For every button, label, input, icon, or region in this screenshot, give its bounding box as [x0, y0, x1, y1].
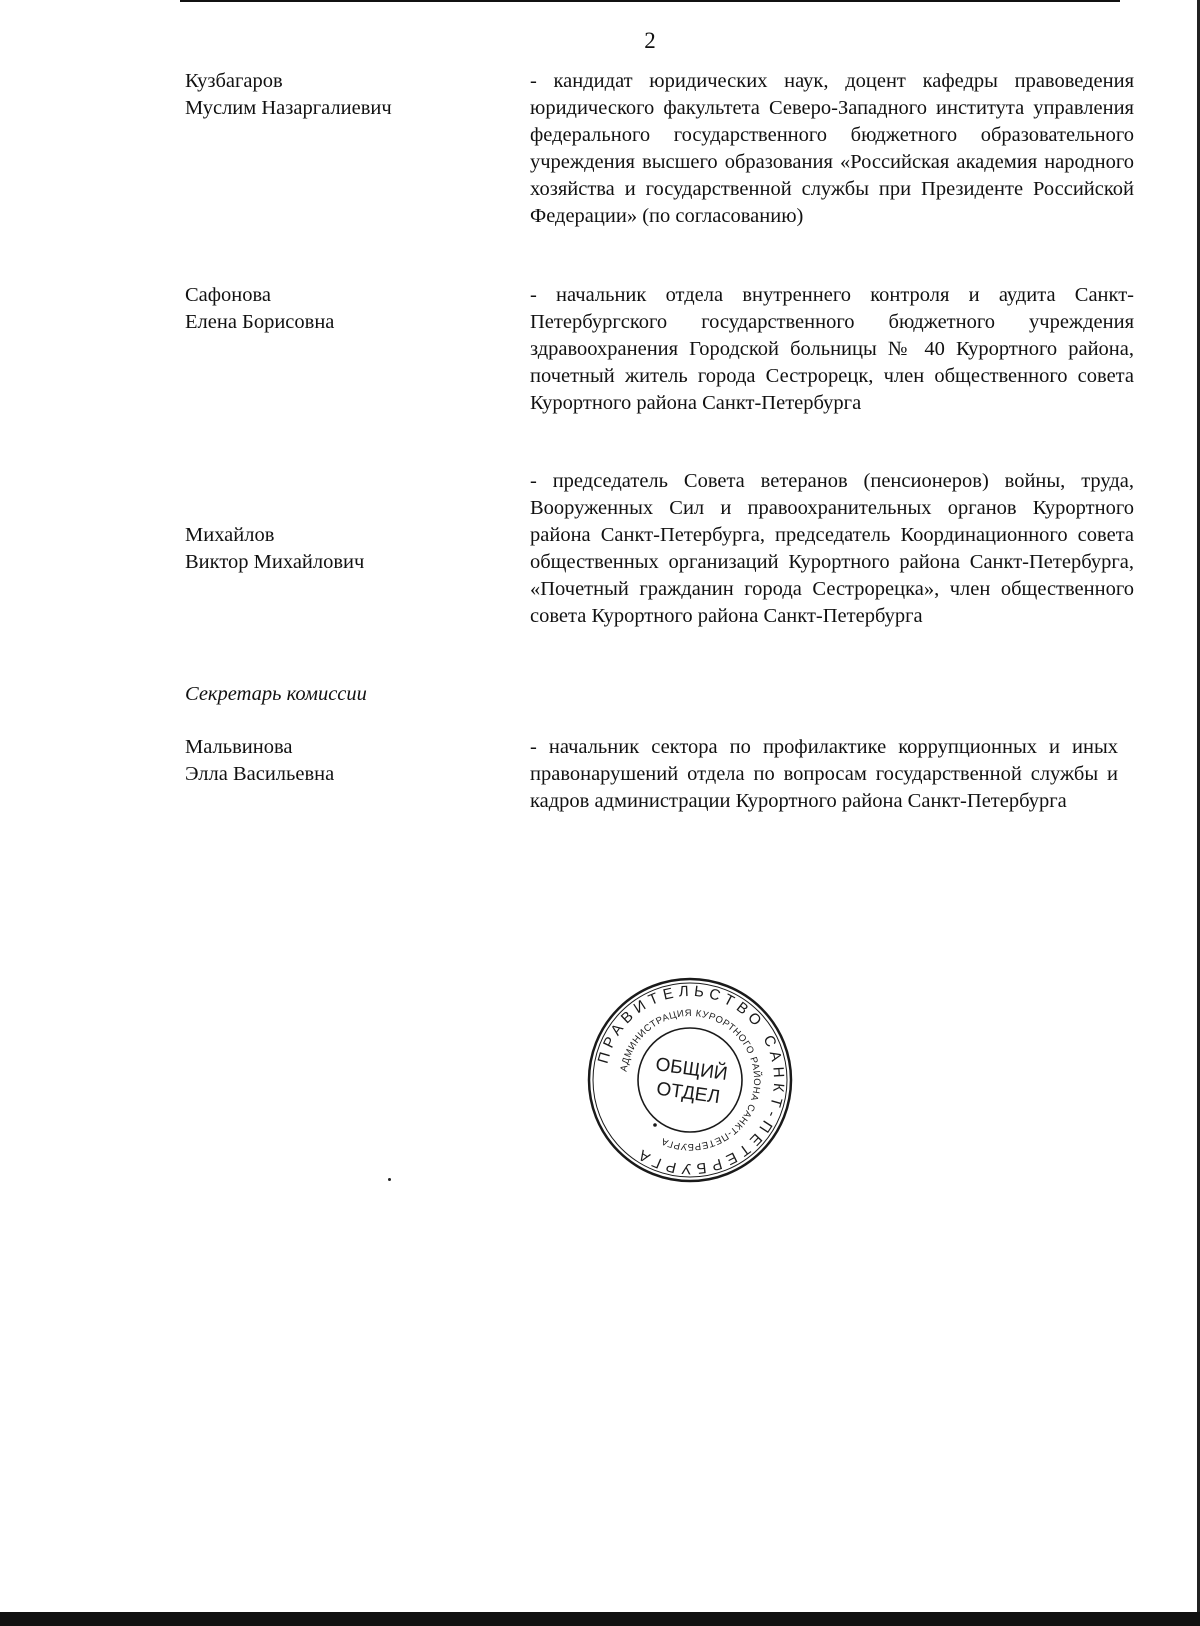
stamp-outer-text: ПРАВИТЕЛЬСТВО САНКТ-ПЕТЕРБУРГА	[594, 982, 788, 1178]
official-stamp	[585, 975, 795, 1185]
top-border-line	[180, 0, 1120, 2]
member-given-names: Виктор Михайлович	[185, 551, 365, 573]
member-description: - председатель Совета ветеранов (пенсионеров) войны, труда, Вооруженных Сил и правоохранительных органов Курортного района Санкт-Петербурга, председатель Координационного совета общественных организаций Курортного района Санкт-Петербурга, «Почетный гражданин города Сестрорецка», член общественного совета Курортного района Санкт-Петербурга	[530, 470, 1134, 627]
member-surname: Кузбагаров	[185, 70, 283, 92]
secretary-surname: Мальвинова	[185, 736, 293, 758]
page-number: 2	[644, 28, 656, 53]
member-description: - кандидат юридических наук, доцент кафедры правоведения юридического факультета Северо-Западного института управления федерального государственного бюджетного образовательного учреждения высшего образования «Российская академия народного хозяйства и государственной службы при Президенте Российской Федерации» (по согласованию)	[530, 70, 1134, 227]
member-given-names: Муслим Назаргалиевич	[185, 97, 392, 119]
secretary-given-names: Элла Васильевна	[185, 763, 335, 785]
member-name	[185, 282, 485, 336]
member-name	[185, 68, 485, 122]
secretary-heading: Секретарь комиссии	[185, 683, 367, 705]
secretary-description: - начальник сектора по профилактике коррупционных и иных правонарушений отдела по вопросам государственной службы и кадров администрации Курортного района Санкт-Петербурга	[530, 736, 1118, 812]
stamp-center-line-2: ОТДЕЛ	[655, 1078, 722, 1109]
member-surname: Михайлов	[185, 524, 275, 546]
secretary-name	[185, 734, 485, 788]
stamp-inner-text: АДМИНИСТРАЦИЯ КУРОРТНОГО РАЙОНА САНКТ-ПЕТЕРБУРГА	[618, 1007, 763, 1153]
member-name	[185, 522, 485, 576]
member-description: - начальник отдела внутреннего контроля и аудита Санкт-Петербургского государственного бюджетного учреждения здравоохранения Городской больницы № 40 Курортного района, почетный житель города Сестрорецк, член общественного совета Курортного района Санкт-Петербурга	[530, 284, 1134, 414]
bottom-scan-edge	[0, 1612, 1200, 1626]
stamp-center-line-1: ОБЩИЙ	[654, 1054, 729, 1086]
member-surname: Сафонова	[185, 284, 272, 306]
member-given-names: Елена Борисовна	[185, 311, 335, 333]
scan-speck	[388, 1178, 391, 1181]
